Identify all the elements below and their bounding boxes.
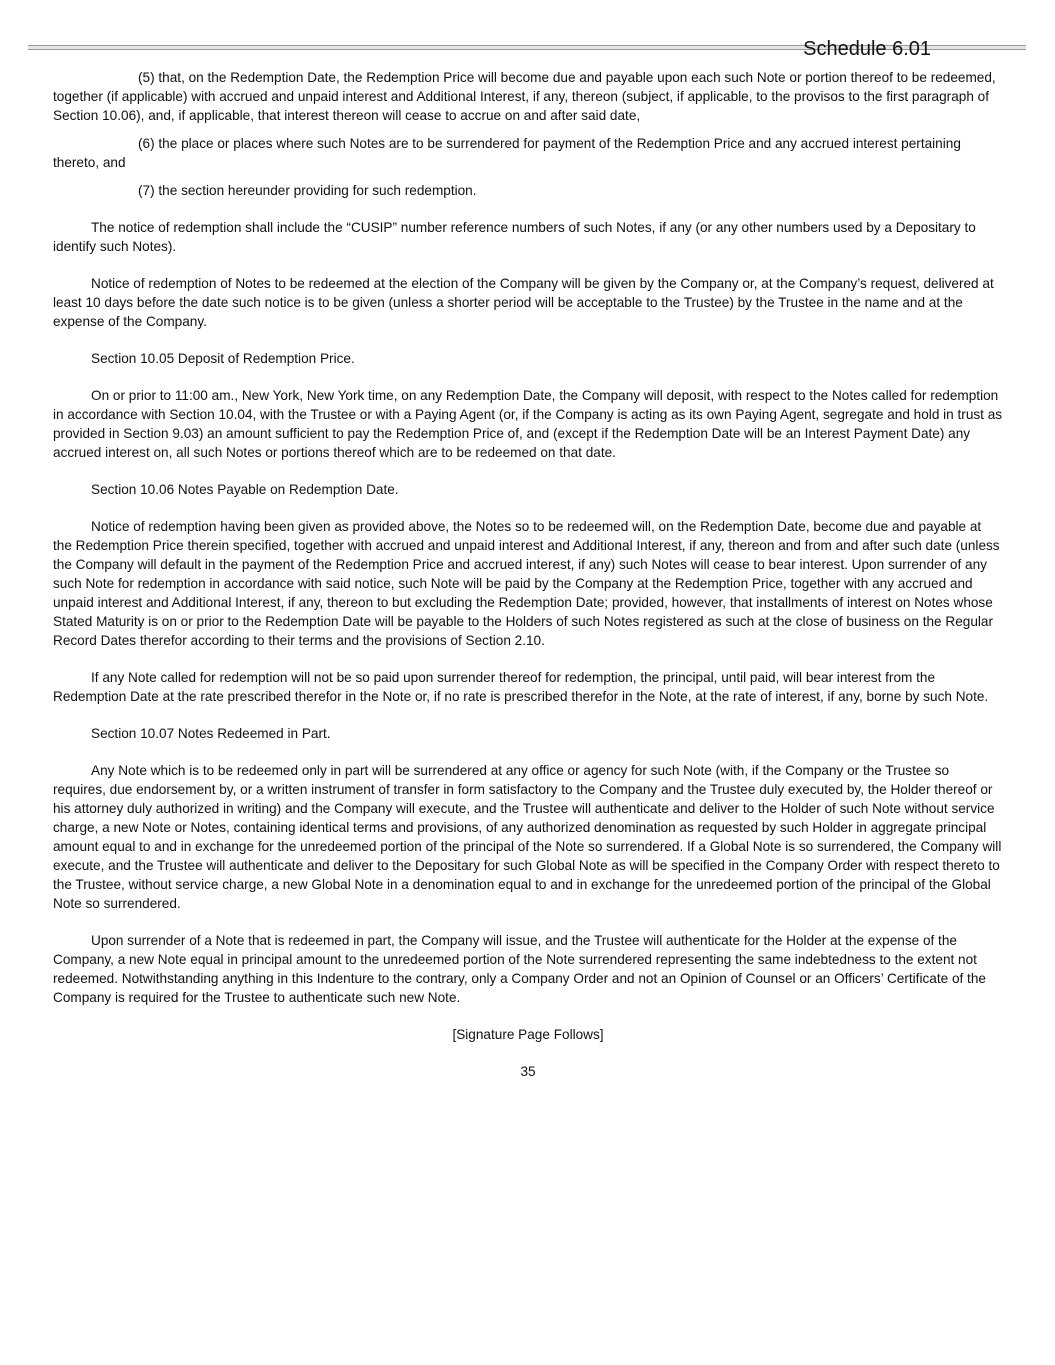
upon-surrender-paragraph: Upon surrender of a Note that is redeemed in part, the Company will issue, and the Trustee will authenticate for the Holder at the expense of the Company, a new Note equal in principal amount to the unredeemed portion of the Note surrendered representing the same indebtedness to the extent not redeemed. Notwithstanding anything in this Indenture to the contrary, only a Company Order and not an Opinion of Counsel or an Officers’ Certificate of the Company is required for the Trustee to authenticate such new Note. bbox=[53, 933, 986, 1005]
notice-election-paragraph: Notice of redemption of Notes to be redeemed at the election of the Company will be given by the Company or, at the Company’s request, delivered at least 10 days before the date such notice is to be given (unless a shorter period will be acceptable to the Trustee) by the Trustee in the name and at the expense of the Company. bbox=[53, 276, 994, 329]
payable-paragraph: Notice of redemption having been given as provided above, the Notes so to be redeemed will, on the Redemption Date, become due and payable at the Redemption Price therein specified, together with accrued and unpaid interest and Additional Interest, if any, thereon and from and after such date (unless the Company will default in the payment of the Redemption Price and accrued interest, if any) such Notes will cease to bear interest. Upon surrender of any such Note for redemption in accordance with said notice, such Note will be paid by the Company at the Redemption Price, together with any accrued and unpaid interest and Additional Interest, if any, thereon to but excluding the Redemption Date; provided, however, that installments of interest on Notes whose Stated Maturity is on or prior to the Redemption Date will be payable to the Holders of such Notes registered as such at the close of business on the Regular Record Dates therefor according to their terms and the provisions of Section 2.10. bbox=[53, 519, 1000, 648]
deposit-paragraph: On or prior to 11:00 am., New York, New York time, on any Redemption Date, the Company will deposit, with respect to the Notes called for redemption in accordance with Section 10.04, with the Trustee or with a Paying Agent (or, if the Company is acting as its own Paying Agent, segregate and hold in trust as provided in Section 9.03) an amount sufficient to pay the Redemption Price of, and (except if the Redemption Date will be an Interest Payment Date) any accrued interest on, all such Notes or portions thereof which are to be redeemed on that date. bbox=[53, 388, 1003, 460]
section-10-06-heading: Section 10.06 Notes Payable on Redemption Date. bbox=[91, 482, 399, 497]
section-10-07-heading: Section 10.07 Notes Redeemed in Part. bbox=[91, 726, 331, 741]
page-number: 35 bbox=[520, 1064, 536, 1079]
not-paid-paragraph: If any Note called for redemption will not be so paid upon surrender thereof for redemption, the principal, until paid, will bear interest from the Redemption Date at the rate prescribed therefor in the Note or, if no rate is prescribed therefor in the Note, at the rate of interest, if any, borne by such Note. bbox=[53, 670, 989, 704]
in-part-paragraph: Any Note which is to be redeemed only in part will be surrendered at any office or agency for such Note (with, if the Company or the Trustee so requires, due endorsement by, or a written instrument of transfer in form satisfactory to the Company and the Trustee duly executed by, the Holder thereof or his attorney duly authorized in writing) and the Company will execute, and the Trustee will authenticate and deliver to the Holder of such Note without service charge, a new Note or Notes, containing identical terms and provisions, of any authorized denomination as requested by such Holder in aggregate principal amount equal to and in exchange for the unredeemed portion of the principal of the Note so surrendered. If a Global Note is so surrendered, the Company will execute, and the Trustee will authenticate and deliver to the Depositary for such Global Note as will be specified in the Company Order with respect thereto to the Trustee, without service charge, a new Global Note in a denomination equal to and in exchange for the unredeemed portion of the principal of the Global Note so surrendered. bbox=[53, 763, 1002, 911]
section-10-05-heading: Section 10.05 Deposit of Redemption Price. bbox=[91, 351, 355, 366]
clause-5: (5) that, on the Redemption Date, the Redemption Price will become due and payable upon each such Note or portion thereof to be redeemed, together (if applicable) with accrued and unpaid interest and Additional Interest, if any, thereon (subject, if applicable, to the provisos to the first paragraph of Section 10.06), and, if applicable, that interest thereon will cease to accrue on and after said date, bbox=[53, 70, 996, 123]
clause-6: (6) the place or places where such Notes are to be surrendered for payment of the Redemption Price and any accrued interest pertaining thereto, and bbox=[53, 136, 961, 170]
signature-page-note: [Signature Page Follows] bbox=[452, 1027, 604, 1042]
schedule-label: Schedule 6.01 bbox=[803, 38, 931, 60]
clause-7: (7) the section hereunder providing for such redemption. bbox=[138, 183, 477, 198]
document-body bbox=[53, 68, 1003, 1081]
cusip-paragraph: The notice of redemption shall include the “CUSIP” number reference numbers of such Notes, if any (or any other numbers used by a Depositary to identify such Notes). bbox=[53, 220, 976, 254]
